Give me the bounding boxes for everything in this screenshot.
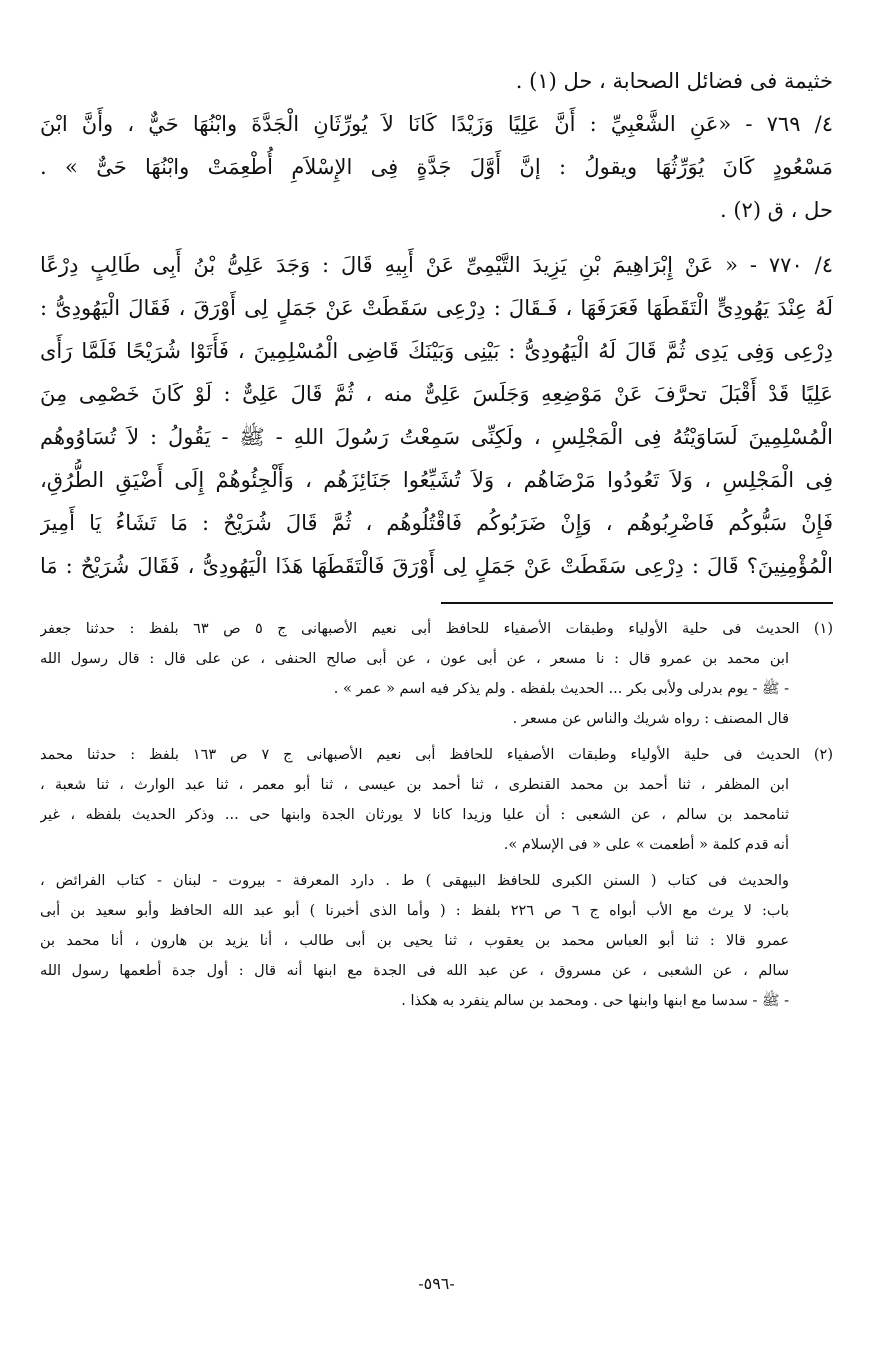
footnote-2-line-1: (٢) الحديث فى حلية الأولياء وطبقات الأصفياء للحافظ أبى نعيم الأصبهانى ج ٧ ص ١٦٣ بلفظ : حدثنا محمد: [40, 747, 833, 763]
footnote-2-line-2: ابن المظفر ، ثنا أحمد بن محمد القنطرى ، ثنا أحمد بن عيسى ، ثنا أبو معمر ، ثنا عبد الوارث ، ثنا شعبة ،: [40, 777, 789, 793]
footnote-2-line-7: عمرو قالا : ثنا أبو العباس محمد بن يعقوب ، ثنا يحيى بن أبى طالب ، أنا يزيد بن هارون ، أنا محمد بن: [40, 933, 789, 949]
hadith-769-source: حل ، ق (٢) .: [719, 198, 833, 222]
footnote-2-line-8: سالم ، عن الشعبى ، عن مسروق ، عن عبد الله فى الجدة مع ابنها أنه قال : أول جدة أطعمها رسول الله: [40, 963, 789, 979]
hadith-770-line-4: عَلِيًا قَدْ أَقْبَلَ تحرَّفَ عَنْ مَوْضِعِهِ وَجَلَسَ عَلِىٌّ منه ، ثُمَّ قَالَ عَلِىٌّ : لَوْ كَانَ خَصْمِى مِنَ: [40, 382, 833, 406]
main-line-1: خثيمة فى فضائل الصحابة ، حل (١) .: [515, 69, 833, 93]
hadith-770-line-3: دِرْعِى وَفِى يَدِى ثُمَّ قَالَ لَهُ الْيَهُودِىُّ : بَيْنِى وَبَيْنَكَ قَاضِى الْمُسْلِمِينَ ، فَأَتَوْا شُرَيْحًا فَلَمَّا رَأَى: [40, 339, 833, 363]
footnote-1-line-2: ابن محمد بن عمرو قال : نا مسعر ، عن أبى عون ، عن أبى صالح الحنفى ، عن على قال : قال رسول الله: [40, 651, 789, 667]
footnote-2-line-5: والحديث فى كتاب ( السنن الكبرى للحافظ البيهقى ) ط . دارد المعرفة - بيروت - لبنان - كتاب الفرائض ،: [40, 873, 789, 889]
hadith-770-line-7: فَإِنْ سَبُّوكُم فَاضْرِبُوهُم ، وَإِنْ ضَرَبُوكُم فَاقْتُلُوهُم ، ثُمَّ قَالَ شُرَيْحٌ : مَا تَشَاءُ يَا أَمِيرَ: [40, 511, 833, 535]
footnotes: [40, 614, 833, 1016]
footnote-2-line-4: أنه قدم كلمة « أطعمت » على « فى الإسلام ».: [503, 837, 789, 853]
hadith-769-line-1: ٤/ ٧٦٩ - «عَنِ الشَّعْبِيِّ : أَنَّ عَلِيًا وَزَيْدًا كَانَا لاَ يُورِّثَانِ الْجَدَّةَ وابْنُهَا حَيٌّ ، وأَنَّ ابْنَ: [40, 112, 833, 136]
page-number: -٥٩٦-: [418, 1274, 455, 1293]
hadith-769-line-2: مَسْعُودٍ كَانَ يُوَرِّثُهَا ويقولُ : إنَّ أَوَّلَ جَدَّةٍ فِى الإِسْلاَمِ أُطْعِمَتْ وابْنُهَا حَىٌّ » .: [40, 155, 833, 179]
hadith-770-line-2: لَهُ عِنْدَ يَهُودِىٍّ الْتَقَطَهَا فَعَرَفَهَا ، فَـقَالَ : دِرْعِى سَقَطَتْ عَنْ جَمَلٍ لِى أَوْرَقَ ، فَقَالَ الْيَهُودِىُّ :: [40, 296, 833, 320]
footnote-2-line-9: - ﷺ - سدسا مع ابنها وابنها حى . ومحمد بن سالم ينفرد به هكذا .: [401, 993, 789, 1009]
hadith-770-line-5: الْمُسْلِمِينَ لَسَاوَيْتُهُ فِى الْمَجْلِسِ ، ولَكِنِّى سَمِعْتُ رَسُولَ اللهِ - ﷺ - يَقُولُ : لاَ تُسَاوُوهُم: [40, 425, 833, 449]
footnote-1-line-1: (١) الحديث فى حلية الأولياء وطبقات الأصفياء للحافظ أبى نعيم الأصبهانى ج ٥ ص ٦٣ بلفظ : حدثنا جعفر: [40, 621, 833, 637]
main-text: [40, 60, 833, 588]
footnote-2-line-6: باب: لا يرث مع الأب أبواه ج ٦ ص ٢٢٦ بلفظ : ( وأما الذى أخبرنا ) أبو عبد الله الحافظ وأبو سعيد بن أبى: [40, 903, 790, 919]
footnote-divider: [441, 602, 833, 604]
hadith-770-line-1: ٤/ ٧٧٠ - « عَنْ إِبْرَاهِيمَ بْنِ يَزِيدَ التَّيْمِىِّ عَنْ أَبِيهِ قَالَ : وَجَدَ عَلِىُّ بْنُ أَبِى طَالِبٍ دِرْعًا: [40, 253, 833, 277]
footnote-1-line-4: قال المصنف : رواه شريك والناس عن مسعر .: [512, 711, 789, 727]
hadith-770-line-6: فِى الْمَجْلِسِ ، وَلاَ تَعُودُوا مَرْضَاهُم ، وَلاَ تُشَيِّعُوا جَنَائِزَهُم ، وَأَلْجِئُوهُمْ إِلَى أَضْيَقِ الطُّرُقِ،: [40, 468, 833, 492]
footnote-1-line-3: - ﷺ - يوم بدرلى ولأبى بكر ... الحديث بلفظه . ولم يذكر فيه اسم « عمر » .: [333, 681, 789, 697]
hadith-770-line-8: الْمُؤْمِنِينَ؟ قَالَ : دِرْعِى سَقَطَتْ عَنْ جَمَلٍ لِى أَوْرَقَ فَالْتَقَطَهَا هَذَا الْيَهُودِىُّ ، فَقَالَ شُرَيْحٌ : مَا: [40, 554, 833, 578]
footnote-2-line-3: ثنامحمد بن سالم ، عن الشعبى : أن عليا وزيدا كانا لا يورثان الجدة وابنها حى ... وذكر الحديث بلفظه ، غير: [40, 807, 789, 823]
